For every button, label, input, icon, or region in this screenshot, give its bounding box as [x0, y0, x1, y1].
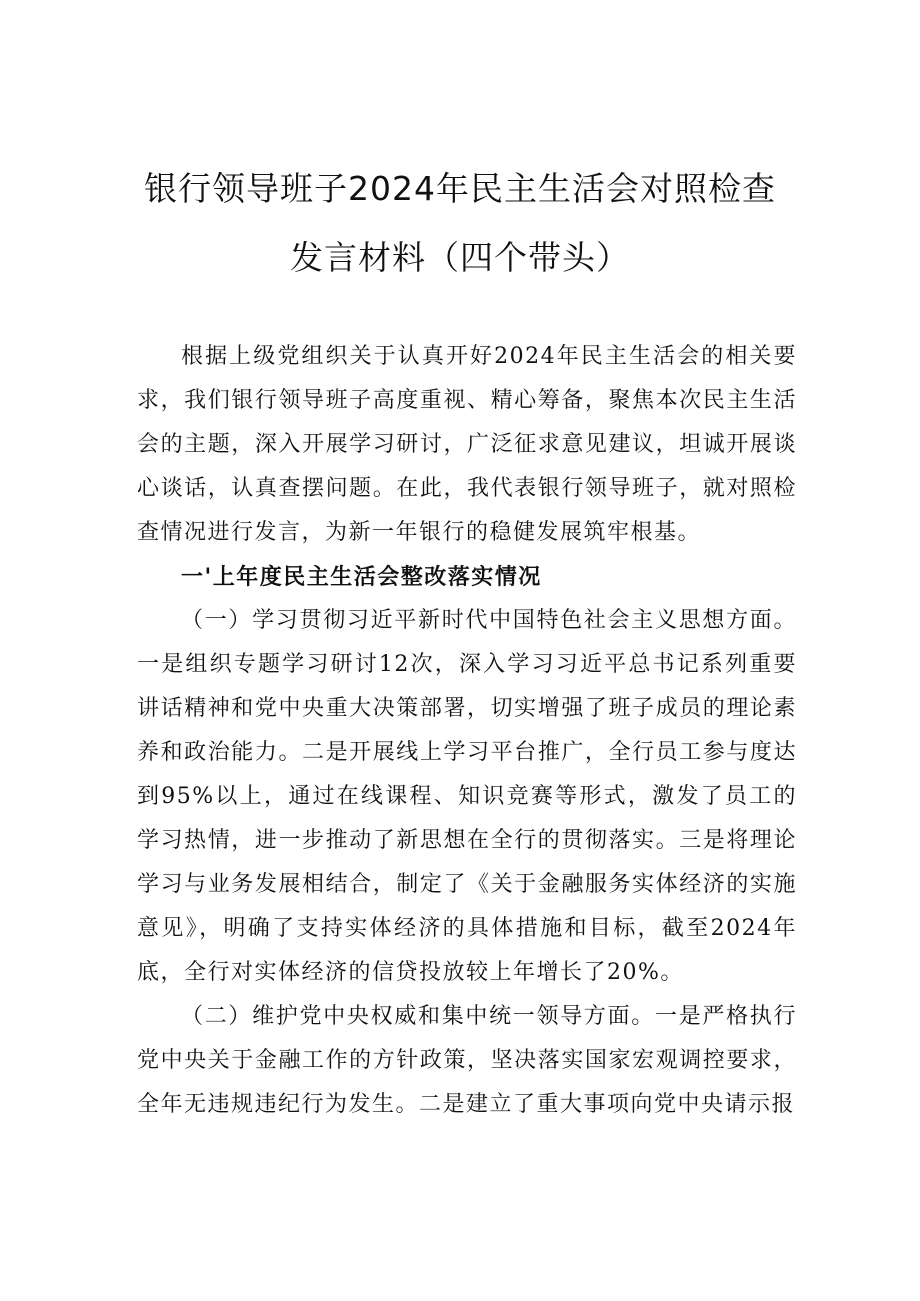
document-title-line-1: 银行领导班子2024年民主生活会对照检查: [144, 169, 776, 208]
intro-paragraph: 根据上级党组织关于认真开好2024年民主生活会的相关要求，我们银行领导班子高度重视、精心筹备，聚焦本次民主生活会的主题，深入开展学习研讨，广泛征求意见建议，坦诚开展谈心谈话，认真查摆问题。在此，我代表银行领导班子，就对照检查情况进行发言，为新一年银行的稳健发展筑牢根基。: [137, 344, 797, 545]
section-paragraph-2: （二）维护党中央权威和集中统一领导方面。一是严格执行党中央关于金融工作的方针政策，坚决落实国家宏观调控要求，全年无违规违纪行为发生。二是建立了重大事项向党中央请示报: [137, 1004, 797, 1117]
document-body: [137, 335, 797, 1127]
section-paragraph-1: （一）学习贯彻习近平新时代中国特色社会主义思想方面。一是组织专题学习研讨12次，深入学习习近平总书记系列重要讲话精神和党中央重大决策部署，切实增强了班子成员的理论素养和政治能力。二是开展线上学习平台推广，全行员工参与度达到95%以上，通过在线课程、知识竞赛等形式，激发了员工的学习热情，进一步推动了新思想在全行的贯彻落实。三是将理论学习与业务发展相结合，制定了《关于金融服务实体经济的实施意见》，明确了支持实体经济的具体措施和目标，截至2024年底，全行对实体经济的信贷投放较上年增长了20%。: [137, 608, 797, 985]
section-heading: 一'上年度民主生活会整改落实情况: [181, 564, 542, 590]
document-title-line-2: 发言材料（四个带头）: [290, 238, 630, 277]
